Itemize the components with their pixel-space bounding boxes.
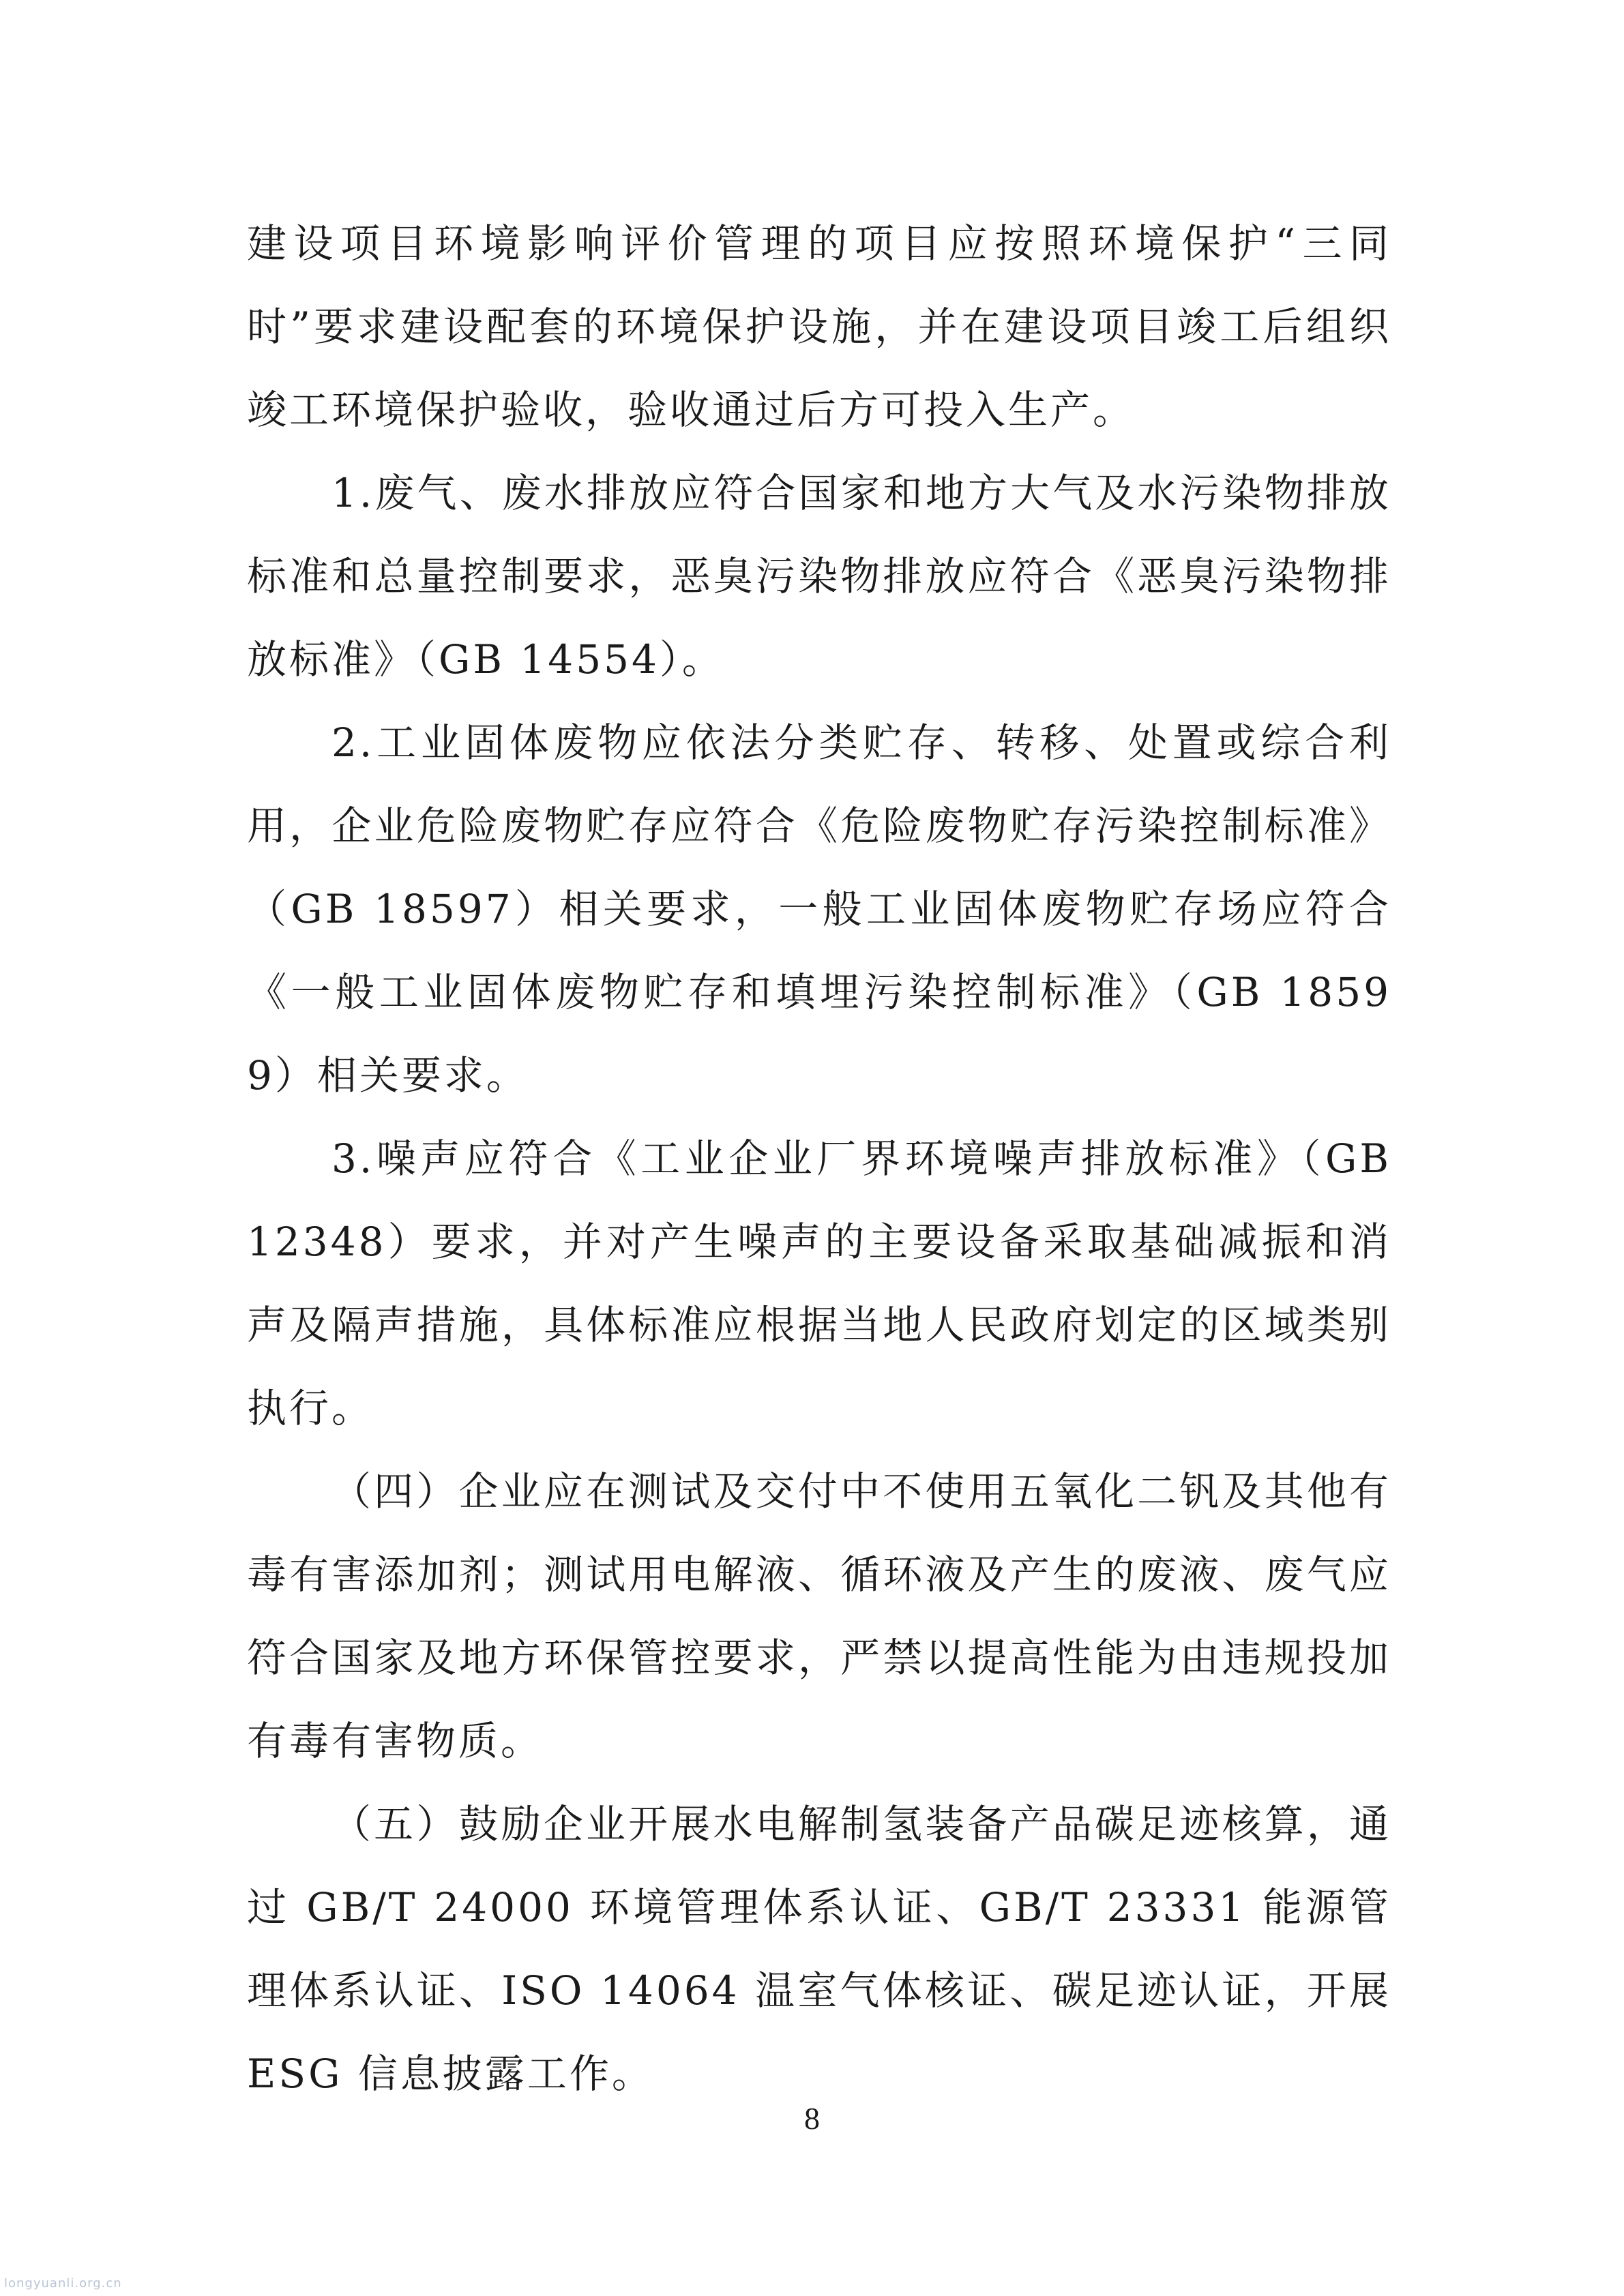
paragraph-item-2-solid-waste: 2.工业固体废物应依法分类贮存、转移、处置或综合利用，企业危险废物贮存应符合《危险废物贮存污染控制标准》（GB 18597）相关要求，一般工业固体废物贮存场应符合《一般工业固体废物贮存和填埋污染控制标准》（GB 18599）相关要求。 [247, 719, 1391, 1099]
page-number: 8 [804, 2101, 820, 2136]
paragraph-continuation: 建设项目环境影响评价管理的项目应按照环境保护“三同时”要求建设配套的环境保护设施，并在建设项目竣工后组织竣工环境保护验收，验收通过后方可投入生产。 [247, 220, 1391, 433]
body-text [247, 202, 1391, 2115]
paragraph-item-1-emissions: 1.废气、废水排放应符合国家和地方大气及水污染物排放标准和总量控制要求，恶臭污染物排放应符合《恶臭污染物排放标准》（GB 14554）。 [247, 470, 1391, 683]
paragraph-section-4-additives: （四）企业应在测试及交付中不使用五氧化二钒及其他有毒有害添加剂；测试用电解液、循环液及产生的废液、废气应符合国家及地方环保管控要求，严禁以提高性能为由违规投加有毒有害物质。 [247, 1468, 1391, 1764]
watermark-text: longyuanli.org.cn [4, 2276, 122, 2291]
paragraph-item-3-noise: 3.噪声应符合《工业企业厂界环境噪声排放标准》（GB 12348）要求，并对产生噪声的主要设备采取基础减振和消声及隔声措施，具体标准应根据当地人民政府划定的区域类别执行。 [247, 1135, 1391, 1431]
paragraph-section-5-carbon-footprint: （五）鼓励企业开展水电解制氢装备产品碳足迹核算，通过 GB/T 24000 环境管理体系认证、GB/T 23331 能源管理体系认证、ISO 14064 温室气体核证、碳足迹认证，开展 ESG 信息披露工作。 [247, 1801, 1391, 2097]
